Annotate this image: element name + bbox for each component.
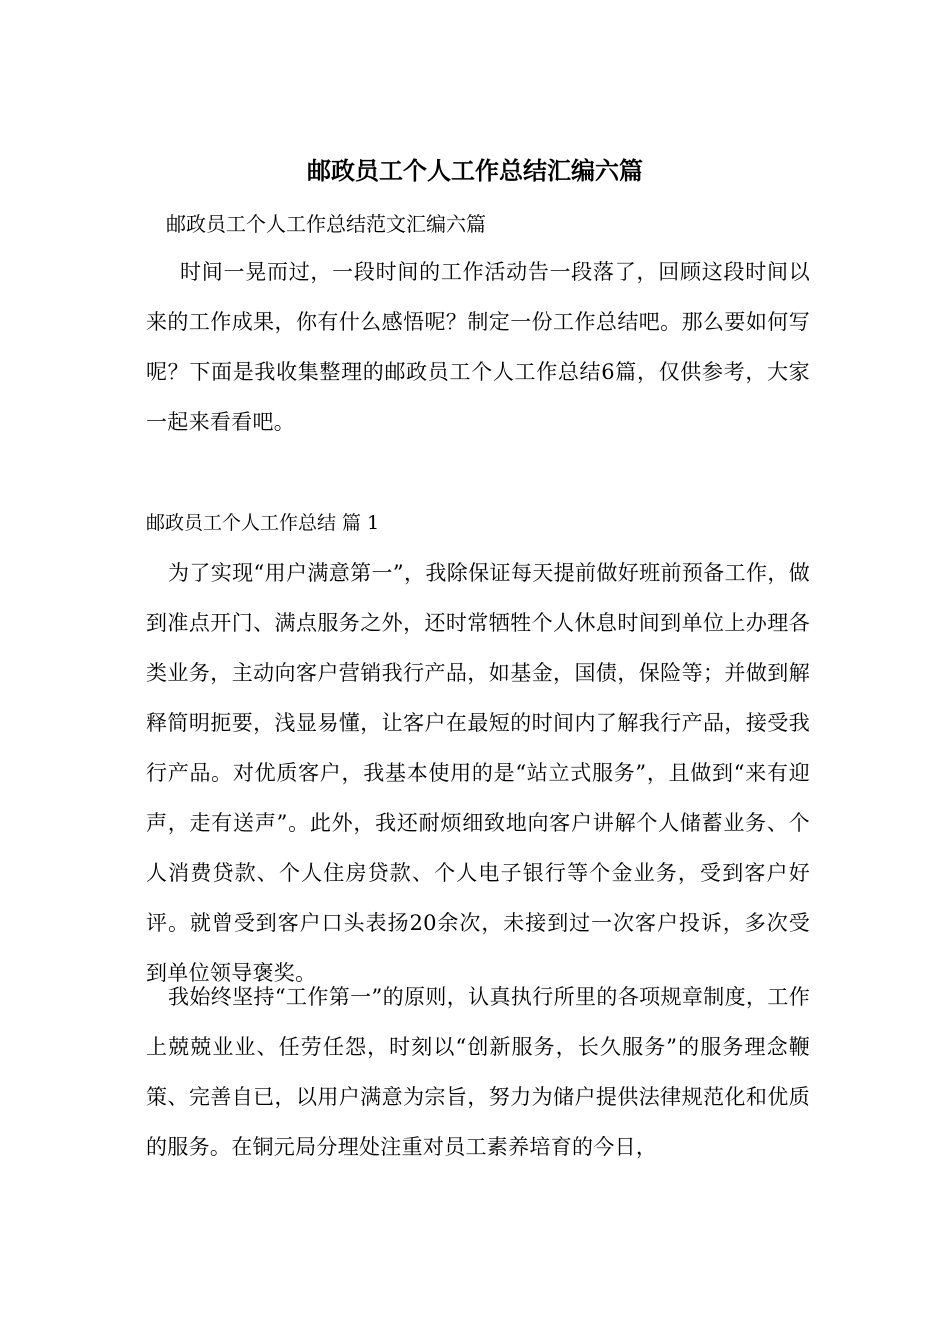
body-paragraph-1: 为了实现“用户满意第一”，我除保证每天提前做好班前预备工作，做到准点开门、满点服务之外，还时常牺牲个人休息时间到单位上办理各类业务，主动向客户营销我行产品，如基金，国债，保险等；并做到解释简明扼要，浅显易懂，让客户在最短的时间内了解我行产品，接受我行产品。对优质客户，我基本使用的是“站立式服务”，且做到“来有迎声，走有送声”。此外，我还耐烦细致地向客户讲解个人储蓄业务、个人消费贷款、个人住房贷款、个人电子银行等个金业务，受到客户好评。就曾受到客户口头表扬20余次，未接到过一次客户投诉，多次受到单位领导褒奖。 xyxy=(146,561,810,985)
intro-paragraph: 时间一晃而过，一段时间的工作活动告一段落了，回顾这段时间以来的工作成果，你有什么感悟呢？制定一份工作总结吧。那么要如何写呢？下面是我收集整理的邮政员工个人工作总结6篇，仅供参考，大家一起来看看吧。 xyxy=(146,260,810,434)
document-title: 邮政员工个人工作总结汇编六篇 xyxy=(307,157,643,185)
section-heading: 邮政员工个人工作总结 篇 1 xyxy=(146,512,380,534)
document-subtitle: 邮政员工个人工作总结范文汇编六篇 xyxy=(166,212,486,236)
body-paragraph-2: 我始终坚持“工作第一”的原则，认真执行所里的各项规章制度，工作上兢兢业业、任劳任怨，时刻以“创新服务，长久服务”的服务理念鞭策、完善自已，以用户满意为宗旨，努力为储户提供法律规范化和优质的服务。在铜元局分理处注重对员工素养培育的今日， xyxy=(146,985,810,1159)
